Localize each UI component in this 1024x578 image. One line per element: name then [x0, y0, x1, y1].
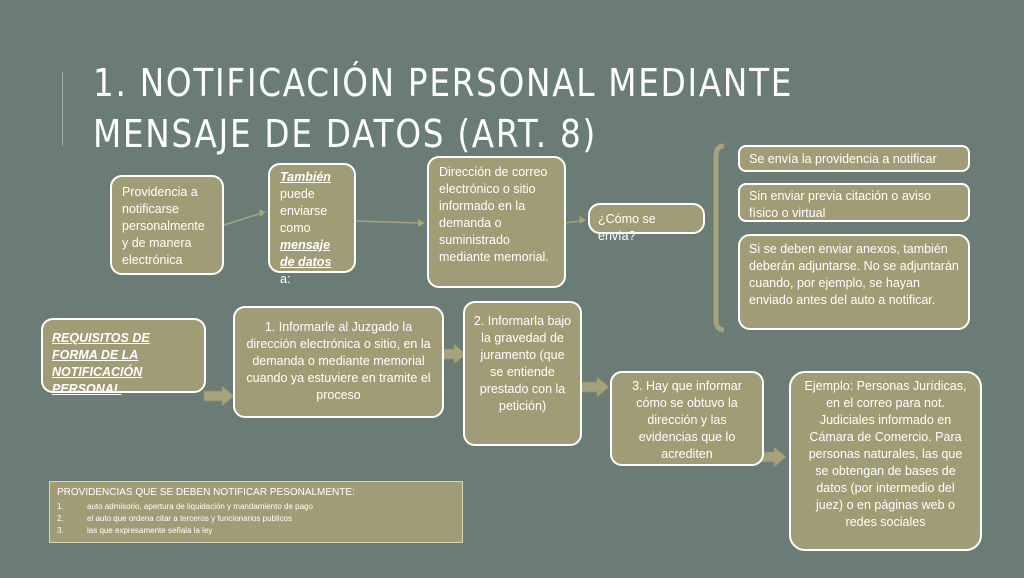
- envio-box-2: [738, 183, 970, 222]
- envio-text-2: Sin enviar previa citación o aviso físico o virtual: [749, 189, 932, 220]
- ejemplo-box: [789, 371, 982, 551]
- paso-2-box: [463, 301, 582, 446]
- arrowhead-direccion: [418, 219, 425, 227]
- fat-arrow-requisitos: [204, 386, 234, 406]
- arrowhead-tambien: [259, 209, 266, 217]
- arrowhead-como: [579, 216, 586, 224]
- requisitos-text: REQUISITOS DE FORMA DE LA NOTIFICACIÓN PERSONAL: [52, 331, 150, 396]
- tambien-emph: mensaje de datos: [280, 238, 332, 269]
- tambien-lead: También: [280, 170, 331, 184]
- como-box: [588, 203, 705, 243]
- list-item: [57, 501, 462, 513]
- fat-arrow-paso-2: [580, 377, 609, 397]
- paso-3-text: 3. Hay que informar cómo se obtuvo la dirección y las evidencias que lo acrediten: [632, 379, 742, 461]
- tambien-box: [268, 163, 356, 286]
- como-text: ¿Cómo se envía?: [598, 212, 656, 243]
- paso-2-text: 2. Informarla bajo la gravedad de juramento (que se entiende prestado con la petición): [473, 314, 572, 413]
- paso-1-box: [233, 306, 444, 418]
- connector-tambien-direccion: [355, 221, 420, 223]
- envio-box-3: [738, 234, 970, 330]
- paso-1-text: 1. Informarle al Juzgado la dirección electrónica o sitio, en la demanda o mediante memorial cuando ya estuviere en tramite el proceso: [246, 320, 431, 402]
- connector-providencia-tambien: [224, 213, 262, 225]
- envio-text-1: Se envía la providencia a notificar: [749, 152, 937, 166]
- tambien-mid: puede enviarse como: [280, 187, 328, 235]
- envio-box-1: [738, 145, 970, 172]
- providencias-title: PROVIDENCIAS QUE SE DEBEN NOTIFICAR PESONALMENTE:: [57, 487, 355, 498]
- ejemplo-text: Ejemplo: Personas Jurídicas, en el correo para not. Judiciales informado en Cámara de Comercio. Para personas naturales, las que se obtengan de bases de datos (por intermedio del juez) o en páginas web o redes sociales: [804, 379, 967, 529]
- envio-text-3: Si se deben enviar anexos, también deberán adjuntarse. No se adjuntarán cuando, por ejemplo, se hayan enviado antes del auto a notificar.: [749, 242, 959, 307]
- list-item-text: el auto que ordena citar a terceros y funcionarios publicos: [87, 514, 293, 523]
- direccion-box: [427, 156, 566, 288]
- list-item-number: 3.: [57, 526, 64, 535]
- providencias-panel: [49, 481, 463, 543]
- list-item-text: auto admisorio, apertura de liquidación y mandamiento de pago: [87, 502, 313, 511]
- list-item: [57, 525, 462, 537]
- list-item-number: 1.: [57, 502, 64, 511]
- connector-direccion-como: [565, 221, 580, 223]
- paso-3-box: [610, 371, 764, 466]
- providencia-box: [110, 175, 224, 275]
- direccion-text: Dirección de correo electrónico o sitio informado en la demanda o suministrado mediante memorial.: [439, 165, 549, 264]
- list-item-number: 2.: [57, 514, 64, 523]
- tambien-tail: a:: [280, 272, 291, 286]
- slide-title: 1. NOTIFICACIÓN PERSONAL MEDIANTE MENSAJE DE DATOS (ART. 8): [93, 61, 794, 156]
- requisitos-box: [41, 318, 206, 396]
- providencia-text: Providencia a notificarse personalmente y de manera electrónica: [122, 185, 205, 267]
- bracket-envio: [716, 146, 724, 330]
- list-item-text: las que expresamente señala la ley: [87, 526, 213, 535]
- list-item: [57, 513, 462, 525]
